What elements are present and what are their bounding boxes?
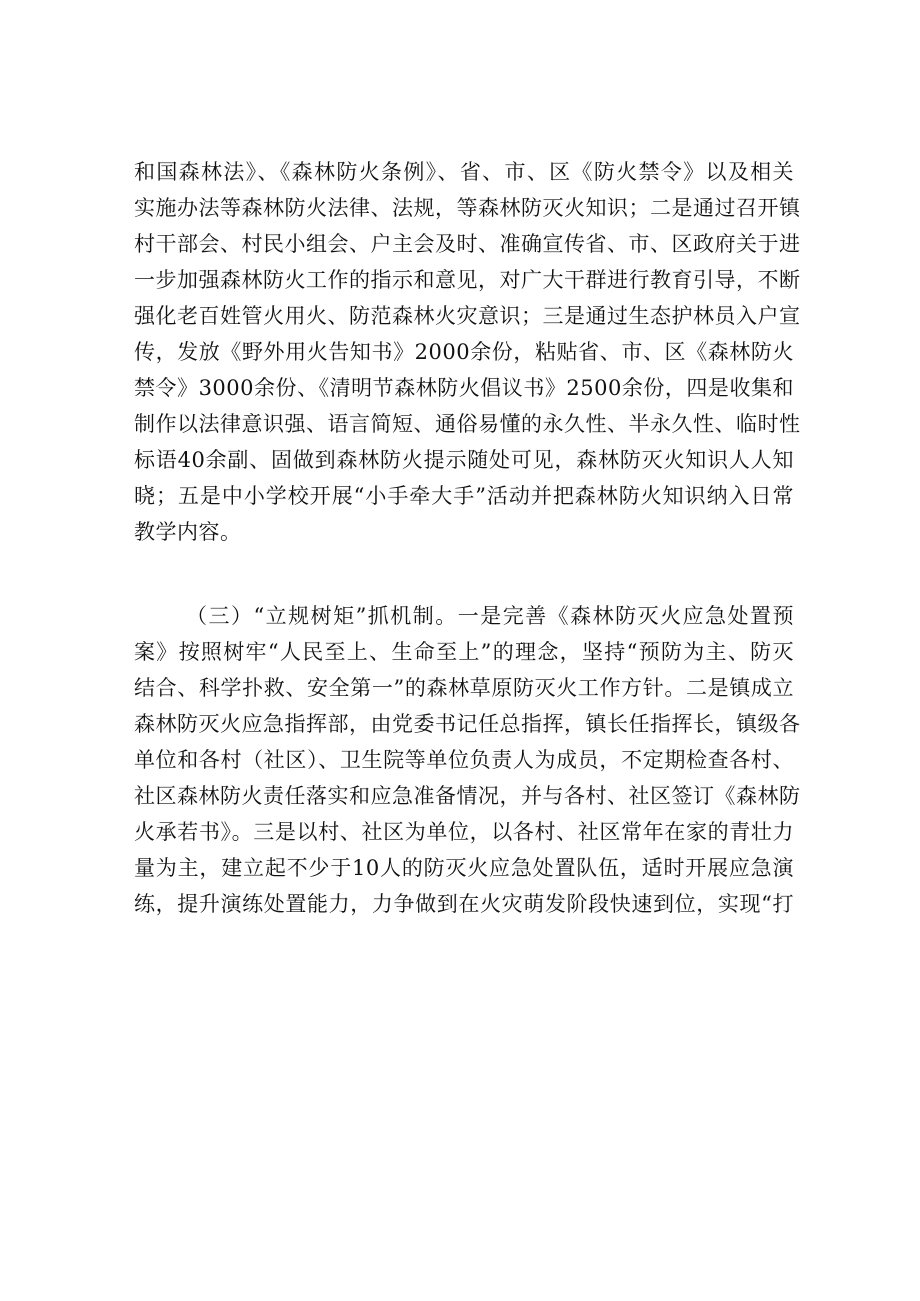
text-line: 一步加强森林防火工作的指示和意见，对广大干群进行教育引导，不断 (134, 268, 801, 292)
text-line: 和国森林法》、《森林防火条例》、省、市、区《防火禁令》以及相关 (134, 160, 794, 184)
text-line: 村干部会、村民小组会、户主会及时、准确宣传省、市、区政府关于进 (134, 232, 801, 256)
text-line: 火承若书》。三是以村、社区为单位，以各村、社区常年在家的青壮力 (134, 820, 794, 844)
text-line: 练，提升演练处置能力，力争做到在火灾萌发阶段快速到位，实现“打 (134, 892, 794, 916)
text-line: 教学内容。 (134, 520, 242, 544)
text-line: 社区森林防火责任落实和应急准备情况，并与各村、社区签订《森林防 (134, 784, 801, 808)
text-line: 晓；五是中小学校开展“小手牵大手”活动并把森林防火知识纳入日常 (134, 484, 794, 508)
text-line: 单位和各村（社区）、卫生院等单位负责人为成员，不定期检查各村、 (134, 748, 794, 772)
text-line: 制作以法律意识强、语言简短、通俗易懂的永久性、半永久性、临时性 (134, 412, 801, 436)
text-line: 强化老百姓管火用火、防范森林火灾意识；三是通过生态护林员入户宣 (134, 304, 801, 328)
text-line: 标语40余副、固做到森林防火提示随处可见，森林防灭火知识人人知 (134, 448, 794, 472)
text-line: （三）“立规树矩”抓机制。一是完善《森林防灭火应急处置预 (186, 604, 794, 628)
text-line: 量为主，建立起不少于10人的防灭火应急处置队伍，适时开展应急演 (134, 856, 794, 880)
text-line: 传，发放《野外用火告知书》2000余份，粘贴省、市、区《森林防火 (134, 340, 794, 364)
text-line: 禁令》3000余份、《清明节森林防火倡议书》2500余份，四是收集和 (134, 376, 794, 400)
text-line: 森林防灭火应急指挥部，由党委书记任总指挥，镇长任指挥长，镇级各 (134, 712, 801, 736)
text-line: 案》按照树牢“人民至上、生命至上”的理念，坚持“预防为主、防灭 (134, 640, 794, 664)
text-line: 实施办法等森林防火法律、法规，等森林防灭火知识；二是通过召开镇 (134, 196, 801, 220)
text-line: 结合、科学扑救、安全第一”的森林草原防灭火工作方针。二是镇成立 (134, 676, 794, 700)
